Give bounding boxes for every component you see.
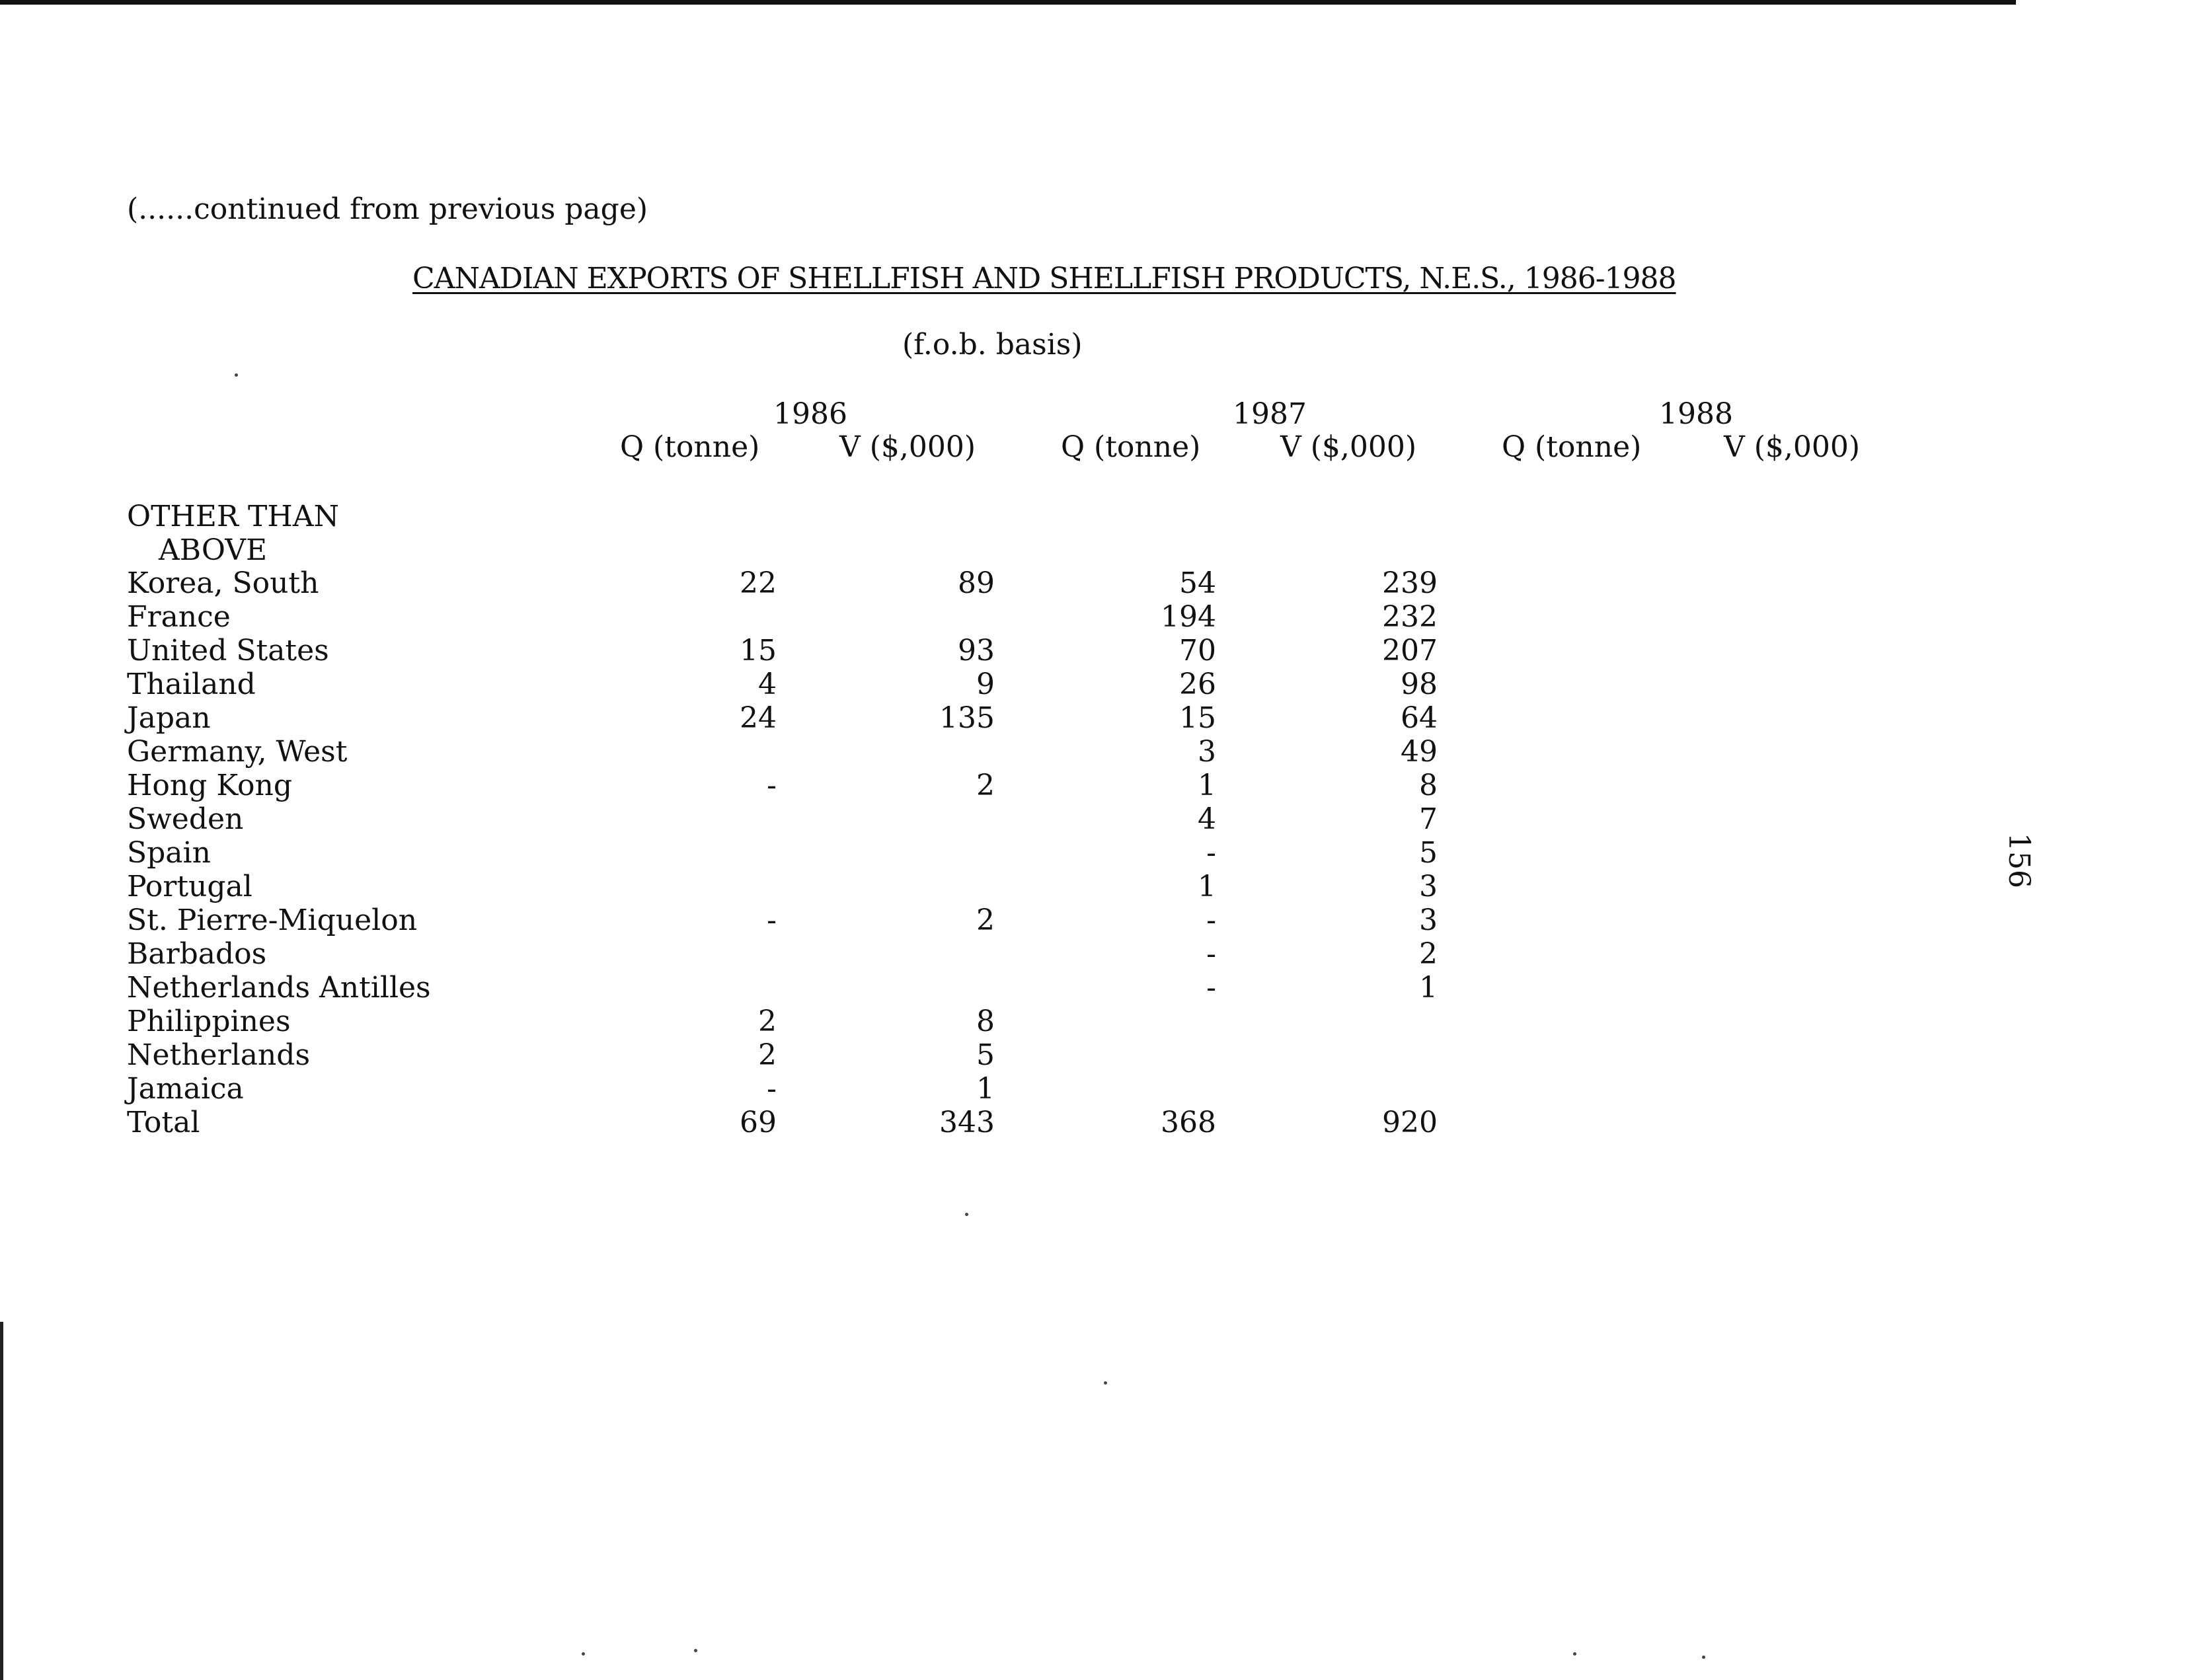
row-label-thailand: Thailand	[127, 668, 256, 701]
cell-q1986: -	[767, 769, 777, 802]
cell-q1986-total: 69	[740, 1106, 777, 1139]
cell-q1987: 15	[1179, 701, 1216, 735]
cell-v1986: 89	[958, 566, 995, 600]
cell-v1987: 232	[1382, 600, 1438, 634]
scan-speck	[582, 1652, 585, 1656]
cell-v1987: 2	[1419, 937, 1438, 971]
cell-v1987: 3	[1419, 870, 1438, 903]
year-header-1988: 1988	[1659, 397, 1733, 431]
cell-v1987: 239	[1382, 566, 1438, 600]
page-number: 156	[2002, 833, 2036, 888]
col-header-q-1988: Q (tonne)	[1502, 430, 1642, 464]
cell-v1987: 64	[1401, 701, 1438, 735]
cell-q1986: -	[767, 1072, 777, 1106]
document-title: CANADIAN EXPORTS OF SHELLFISH AND SHELLFISH PRODUCTS, N.E.S., 1986-1988	[412, 262, 1676, 295]
cell-v1987: 5	[1419, 836, 1438, 870]
col-header-q-1987: Q (tonne)	[1061, 430, 1201, 464]
row-label-barbados: Barbados	[127, 937, 267, 971]
cell-v1987: 1	[1419, 971, 1438, 1005]
cell-q1986: 4	[758, 668, 777, 701]
cell-v1986: 93	[958, 634, 995, 668]
col-header-v-1987: V ($,000)	[1280, 430, 1417, 464]
cell-v1987: 3	[1419, 903, 1438, 937]
top-border-line	[0, 0, 2016, 5]
section-label-continued: ABOVE	[159, 533, 268, 567]
continued-note: (......continued from previous page)	[127, 192, 648, 226]
scan-speck	[1573, 1652, 1576, 1656]
cell-q1986: 15	[740, 634, 777, 668]
cell-q1987: 54	[1179, 566, 1216, 600]
cell-v1987: 98	[1401, 668, 1438, 701]
row-label-philippines: Philippines	[127, 1005, 291, 1038]
cell-q1986: 2	[758, 1005, 777, 1038]
cell-q1986: -	[767, 903, 777, 937]
cell-v1986: 2	[976, 769, 995, 802]
cell-v1986-total: 343	[939, 1106, 995, 1139]
cell-v1987: 207	[1382, 634, 1438, 668]
cell-v1986: 1	[976, 1072, 995, 1106]
left-edge-shadow	[0, 1322, 3, 1680]
cell-v1986: 2	[976, 903, 995, 937]
cell-q1987: 194	[1161, 600, 1216, 634]
cell-v1987: 49	[1401, 735, 1438, 769]
row-label-japan: Japan	[127, 701, 211, 735]
cell-v1986: 8	[976, 1005, 995, 1038]
cell-q1987: -	[1206, 937, 1216, 971]
cell-q1987: -	[1206, 836, 1216, 870]
row-label-st-pierre-miquelon: St. Pierre-Miquelon	[127, 903, 418, 937]
cell-v1986: 9	[976, 668, 995, 701]
scan-speck	[1104, 1381, 1107, 1385]
row-label-hong-kong: Hong Kong	[127, 769, 293, 802]
cell-q1986: 24	[740, 701, 777, 735]
document-subtitle: (f.o.b. basis)	[902, 328, 1083, 362]
cell-q1987: 70	[1179, 634, 1216, 668]
cell-q1987-total: 368	[1161, 1106, 1216, 1139]
scan-speck	[965, 1213, 968, 1216]
section-label: OTHER THAN	[127, 500, 340, 533]
cell-v1987: 7	[1419, 802, 1438, 836]
row-label-france: France	[127, 600, 231, 634]
cell-v1987-total: 920	[1382, 1106, 1438, 1139]
cell-q1987: 26	[1179, 668, 1216, 701]
year-header-1987: 1987	[1233, 397, 1307, 431]
scan-speck	[694, 1649, 697, 1652]
scan-speck	[1702, 1656, 1705, 1659]
cell-q1987: 1	[1198, 769, 1216, 802]
row-label-korea-south: Korea, South	[127, 566, 319, 600]
row-label-spain: Spain	[127, 836, 211, 870]
row-label-united-states: United States	[127, 634, 329, 668]
cell-v1986: 135	[939, 701, 995, 735]
cell-q1987: -	[1206, 971, 1216, 1005]
col-header-v-1988: V ($,000)	[1724, 430, 1861, 464]
row-label-total: Total	[127, 1106, 200, 1139]
row-label-portugal: Portugal	[127, 870, 252, 903]
cell-q1986: 22	[740, 566, 777, 600]
row-label-jamaica: Jamaica	[127, 1072, 244, 1106]
row-label-netherlands: Netherlands	[127, 1038, 311, 1072]
cell-q1987: -	[1206, 903, 1216, 937]
col-header-v-1986: V ($,000)	[839, 430, 976, 464]
cell-v1987: 8	[1419, 769, 1438, 802]
cell-q1987: 4	[1198, 802, 1216, 836]
row-label-sweden: Sweden	[127, 802, 244, 836]
scan-speck	[235, 373, 238, 377]
col-header-q-1986: Q (tonne)	[620, 430, 760, 464]
year-header-1986: 1986	[773, 397, 847, 431]
row-label-netherlands-antilles: Netherlands Antilles	[127, 971, 431, 1005]
cell-q1986: 2	[758, 1038, 777, 1072]
row-label-germany-west: Germany, West	[127, 735, 348, 769]
cell-v1986: 5	[976, 1038, 995, 1072]
cell-q1987: 1	[1198, 870, 1216, 903]
cell-q1987: 3	[1198, 735, 1216, 769]
